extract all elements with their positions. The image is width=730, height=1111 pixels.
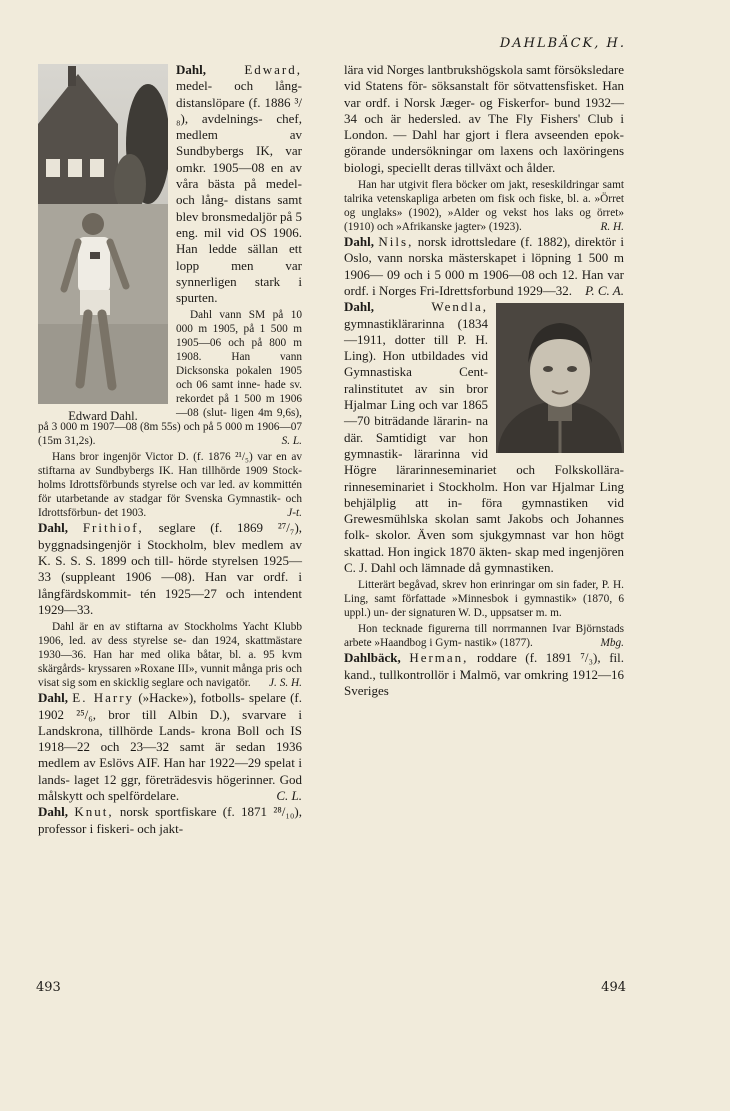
page-number-left: 493: [36, 980, 61, 995]
entry-surname: Dahlbäck,: [344, 650, 401, 666]
entry-note: [38, 620, 302, 690]
entry-text: lära vid Norges lantbrukshögskola samt försöksledare vid Statens för- söksanstalt för sötvattensfisket. Han var ordf. i Norsk Jæger- og Fiskerfor- bund 1932—34 och är hedersled. av The Fly Fishers' Club i London. — Dahl har gjort i flera avseenden epok- görande undersökningar om laxens och laxöringens biologi, speciellt deras tillväxt och ålder.: [344, 62, 624, 175]
entry-text: (»Hacke»), fotbolls- spelare (f. 1902 ²⁵/₆, bror till Albin D.), svarvare i Landskrona, tillhörde Lands- krona Boll och IS 1918—22 och 23—32 samt är sedan 1936 medlem av Eslövs AIF. Han har 1922—29 spelat i lands- laget 12 ggr, företrädesvis högerinner. God målskytt och spelfördelare.: [38, 690, 303, 804]
entry-knut-dahl: [38, 804, 302, 837]
entry-given-name: Frithiof,: [82, 520, 144, 536]
entry-surname: Dahl,: [344, 234, 374, 250]
entry-given-name: E. Harry: [72, 690, 135, 706]
entry-note-text: Hans bror ingenjör Victor D. (f. 1876 ²¹/₅) var en av stiftarna av Sundbybergs IK. Han tillhörde 1909 Stock- holms Idrottsförbunds styrelse och var led. av kommittén för utarbetande av stadgar för Svenska Gymnastik- och Idrottsförbun- det 1903.: [38, 451, 302, 520]
entry-note-text: Dahl är en av stiftarna av Stockholms Yacht Klubb 1906, led. av dess styrelse se- dan 1924, skattmästare 1930—36. Han har med olika båtar, bl. a. 95 kvm skärgårds- kryssaren »Roxane III», vunnit många pris och visat sig som en skicklig seglare och navigatör.: [38, 621, 302, 690]
entry-text: roddare (f. 1891 ⁷/₃), fil. kand., tullkontrollör i Malmö, var omkring 1912—16 Sveriges: [344, 650, 625, 698]
photo-edward-dahl: [38, 64, 168, 423]
entry-note-text: Hon tecknade figurerna till norrmannen Ivar Björnstads arbete »Haandbog i Gym- nastik» (1877).: [344, 623, 624, 650]
entry-text: norsk sportfiskare (f. 1871 ²⁸/₁₀), professor i fiskeri- och jakt-: [38, 804, 303, 836]
entry-nils-dahl: [344, 234, 624, 299]
entry-text: norsk idrottsledare (f. 1882), direktör i Oslo, vann norska mästerskapet i löpning 1 500 m 1906— 09 och i 5 000 m 1906—08 och 12. Han var ordf. i Norges Fri-Idrettsforbund 1929—32.: [344, 234, 625, 298]
running-head: DAHLBÄCK, H.: [499, 36, 626, 51]
portrait-photo: [496, 303, 624, 453]
photo-caption-edward: Edward Dahl.: [68, 409, 138, 423]
author-signature: J. S. H.: [269, 677, 302, 690]
entry-note: [38, 450, 302, 520]
right-column: [344, 62, 624, 699]
entry-wendla-dahl: [344, 299, 624, 650]
entry-text: medel- och lång- distanslöpare (f. 1886 ³/₈), avdelnings- chef, medlem av Sundbybergs IK, var omkr. 1905—08 en av våra bästa på medel- och lång- distans samt blev bronsmedaljör på 5 eng. mil vid OS 1906. Han ledde sällan ett lopp men var synnerligen stark i spurten.: [176, 78, 302, 306]
author-signature: S. L.: [281, 435, 302, 448]
runner-photo: [38, 64, 168, 404]
entry-text: gymnastiklärarinna (1834—1911, dotter till P. H. Ling). Hon utbildades vid Gymnastiska Cent- ralinstitutet av sin bror Hjalmar Ling och var 1865—70 biträdande lärarin- na där. Samtidigt var hon gymnastik- lärarinna vid Högre lärarinneseminariet och Folkskollära- rinneseminariet i Stockholm. Hon var Hjalmar Ling behjälplig att in- föra gymnastiken vid Grewesmühlska skolan samt Jakobs och Johannes folk- skolor. Även som sjukgymnast var hon högt skattad. Hon ingick 1870 äkten- skap med ingenjören C. J. Dahl och lämnade då gymnastiken.: [344, 315, 624, 576]
author-signature: Mbg.: [600, 637, 624, 650]
entry-given-name: Herman,: [409, 650, 469, 666]
entry-frithiof-dahl: [38, 520, 302, 690]
entry-text: seglare (f. 1869 ²⁷/₇), byggnadsingenjör i Stockholm, blev medlem av K. S. S. S. 1899 och till- hörde styrelsen 1925—33 (suppleant 1906 —08). Han var ordf. i långfärdskommit- tén 1925—27 och intendent 1929—33.: [38, 520, 303, 617]
author-signature: J-t.: [287, 507, 302, 520]
entry-surname: Dahl,: [344, 299, 374, 315]
entry-harry-dahl: [38, 690, 302, 804]
entry-given-name: Nils,: [378, 234, 414, 250]
entry-note: [344, 622, 624, 650]
entry-herman-dahlback: [344, 650, 624, 699]
entry-surname: Dahl,: [38, 690, 68, 706]
entry-note: [344, 178, 624, 234]
author-signature: P. C. A.: [585, 282, 624, 298]
entry-knut-dahl-continued: [344, 62, 624, 234]
author-signature: C. L.: [276, 788, 302, 804]
page-number-right: 494: [601, 980, 626, 995]
entry-note-text: Han har utgivit flera böcker om jakt, reseskildringar samt talrika vetenskapliga arbeten om fisk och fiske, bl. a. »Örret og unglaks» (1902), »Alder og vekst hos laks og örret» (1910) och »Afrikanske jagter» (1923).: [344, 179, 624, 234]
entry-given-name: Wendla,: [431, 299, 488, 315]
entry-edward-dahl: [38, 62, 302, 520]
entry-note-text: Dahl vann SM på 10 000 m 1905, på 1 500 m 1905—06 och på 800 m 1908. Han vann Dicksonska pokalen 1905 och 06 samt inne- hade sv. rekordet på 1 500 m 1906—08 (slut- ligen 4m 9,6s), på 3 000 m 1907—08 (8m 55s) och på 5 000 m 1906—07 (15m 31,2s).: [38, 309, 302, 448]
entry-surname: Dahl,: [38, 804, 68, 820]
entry-given-name: Edward,: [244, 62, 302, 77]
left-column: [38, 62, 302, 837]
entry-given-name: Knut,: [74, 804, 114, 820]
entry-surname: Dahl,: [176, 62, 206, 77]
entry-note: [344, 578, 624, 620]
entry-surname: Dahl,: [38, 520, 68, 536]
photo-wendla-dahl: [496, 303, 624, 453]
author-signature: R. H.: [600, 221, 624, 234]
entry-note-text: Litterärt begåvad, skrev hon erinringar om sin fader, P. H. Ling, samt författade »Minnesbok i gymnastik» (1870, 6 uppl.) un- der signaturen W. D., uppsatser m. m.: [344, 579, 624, 620]
